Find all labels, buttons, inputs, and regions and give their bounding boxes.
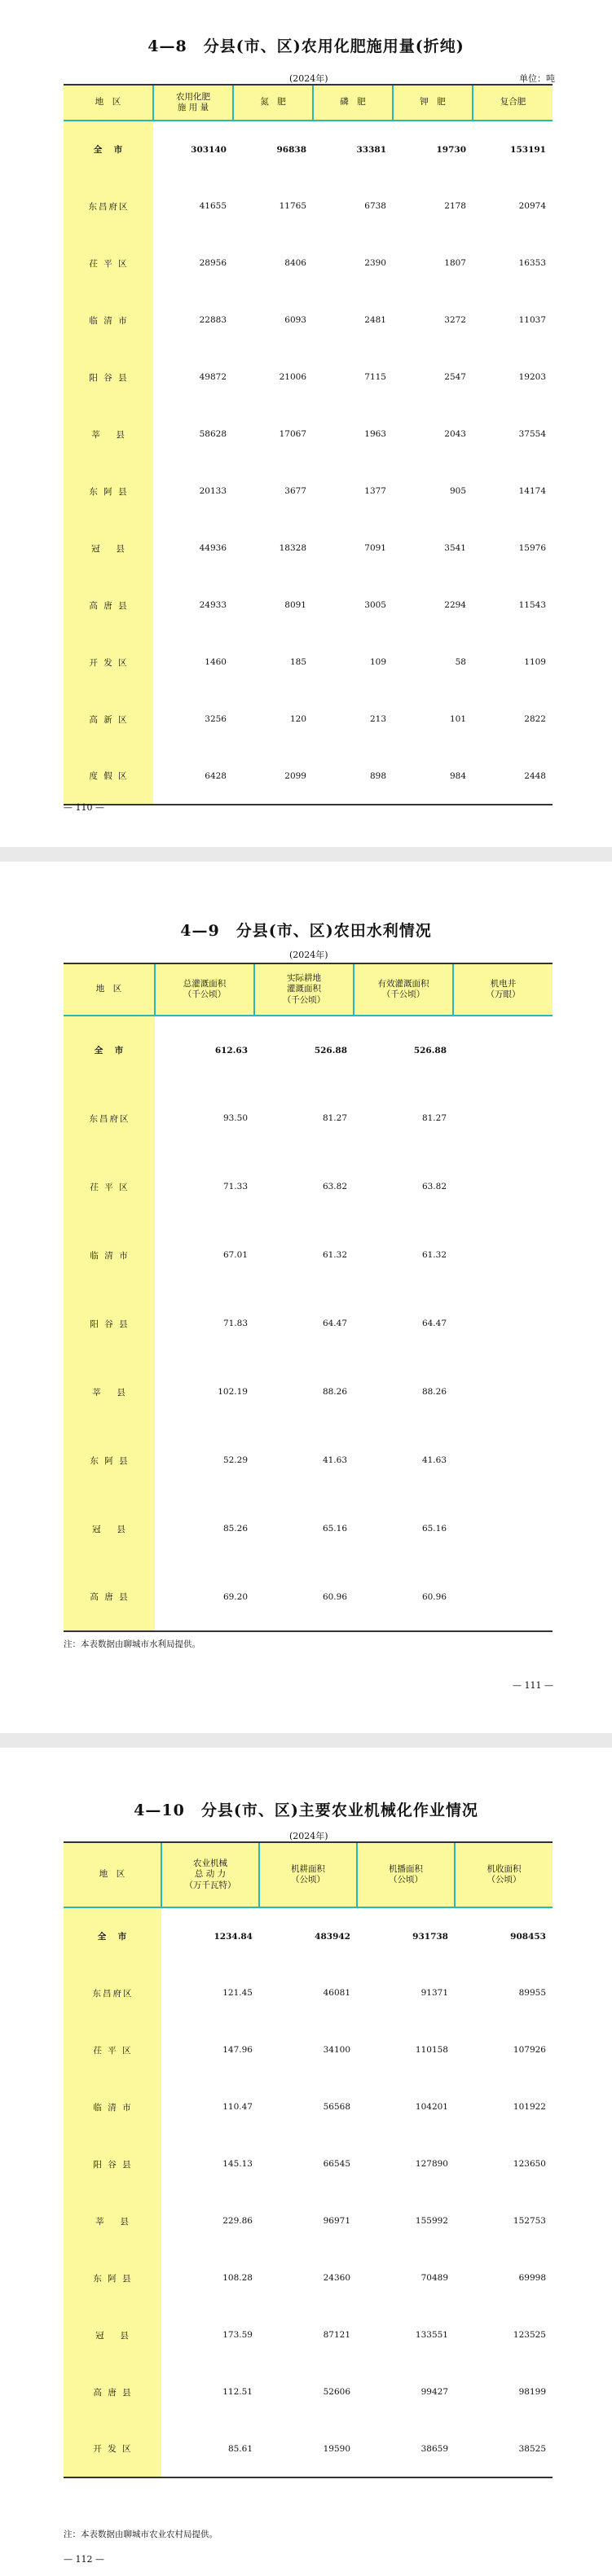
table-body <box>64 1016 553 1631</box>
value-cell: 44936 <box>199 543 227 553</box>
table-row <box>64 748 553 805</box>
table-unit: 单位：吨 <box>519 73 555 84</box>
value-cell: 64.47 <box>421 1319 447 1328</box>
value-cell: 70489 <box>420 2273 448 2283</box>
value-cell: 52.29 <box>222 1455 248 1465</box>
value-cell: 15976 <box>518 543 546 553</box>
value-cell: 526.88 <box>314 1045 347 1055</box>
row-label-cell: 莘 县 <box>64 406 153 463</box>
page-number: — 112 — <box>64 2554 104 2565</box>
row-label-cell: 度 假 区 <box>64 748 153 805</box>
row-label-cell: 临 清 市 <box>64 2078 161 2135</box>
value-cell: 101922 <box>513 2102 546 2112</box>
machinery-table <box>64 1841 553 2478</box>
header-cell: 农业机械 总 动 力 （万千瓦特） <box>161 1842 259 1907</box>
value-cell: 93.50 <box>222 1113 248 1123</box>
value-cell: 21006 <box>279 372 306 382</box>
value-cell <box>453 1494 553 1563</box>
value-cell: 89955 <box>518 1988 546 1998</box>
value-cell: 88.26 <box>421 1387 447 1397</box>
table-body <box>64 121 553 805</box>
row-label-cell: 开 发 区 <box>64 634 153 691</box>
table-note: 注：本表数据由聊城市水利局提供。 <box>64 1639 200 1649</box>
row-label-cell: 东 阿 县 <box>64 463 153 520</box>
value-cell: 8091 <box>284 600 306 610</box>
value-cell: 64.47 <box>322 1319 347 1328</box>
value-cell: 81.27 <box>421 1113 447 1123</box>
value-cell: 1109 <box>524 657 546 667</box>
row-label-cell: 冠 县 <box>64 1494 155 1563</box>
value-cell: 127890 <box>415 2159 448 2169</box>
value-cell: 2547 <box>444 372 466 382</box>
header-cell: 复合肥 <box>473 85 553 121</box>
value-cell: 88.26 <box>322 1387 347 1397</box>
value-cell: 102.19 <box>218 1387 248 1397</box>
value-cell: 3541 <box>444 543 466 553</box>
table-row <box>64 2135 553 2192</box>
table-row <box>64 2363 553 2420</box>
value-cell: 66545 <box>323 2159 350 2169</box>
table-header-row <box>64 963 553 1016</box>
value-cell <box>453 1426 553 1494</box>
row-label-cell: 高 唐 县 <box>64 1563 155 1631</box>
value-cell: 56568 <box>323 2102 350 2112</box>
row-label-cell: 高 新 区 <box>64 691 153 748</box>
value-cell <box>453 1152 553 1221</box>
value-cell: 87121 <box>323 2330 350 2340</box>
table-row <box>64 577 553 634</box>
table-row <box>64 2021 553 2078</box>
value-cell: 107926 <box>513 2045 546 2055</box>
value-cell: 147.96 <box>222 2045 253 2055</box>
table-row <box>64 691 553 748</box>
page-111 <box>0 862 612 1733</box>
value-cell <box>453 1563 553 1631</box>
row-label-cell: 冠 县 <box>64 520 153 577</box>
table-row <box>64 2420 553 2477</box>
value-cell: 14174 <box>518 486 546 496</box>
value-cell: 8406 <box>284 258 306 268</box>
value-cell: 121.45 <box>222 1988 253 1998</box>
table-body <box>64 1907 553 2477</box>
value-cell: 60.96 <box>254 1563 354 1631</box>
row-label-cell: 冠 县 <box>64 2306 161 2363</box>
table-row <box>64 2192 553 2249</box>
value-cell: 20133 <box>199 486 227 496</box>
value-cell: 3272 <box>444 315 466 325</box>
value-cell: 123525 <box>513 2330 546 2340</box>
value-cell: 483942 <box>315 1931 350 1942</box>
header-cell: 钾 肥 <box>393 85 473 121</box>
row-label-cell: 高 唐 县 <box>64 2363 161 2420</box>
value-cell: 1460 <box>205 657 227 667</box>
value-cell: 1377 <box>364 486 386 496</box>
table-row <box>64 1084 553 1152</box>
value-cell: 1963 <box>364 429 386 439</box>
row-label-cell: 茌 平 区 <box>64 1152 155 1221</box>
header-cell: 磷 肥 <box>313 85 393 121</box>
header-cell: 农用化肥 施 用 量 <box>153 85 233 121</box>
value-cell: 155992 <box>415 2216 448 2226</box>
table-row <box>64 1964 553 2021</box>
value-cell: 28956 <box>199 258 227 268</box>
row-label-cell: 茌 平 区 <box>64 235 153 292</box>
value-cell: 71.83 <box>222 1319 248 1328</box>
value-cell <box>453 1289 553 1358</box>
value-cell: 18328 <box>279 543 306 553</box>
value-cell: 69.20 <box>155 1563 254 1631</box>
value-cell: 46081 <box>323 1988 350 1998</box>
value-cell: 96971 <box>323 2216 350 2226</box>
row-label-cell: 高 唐 县 <box>64 577 153 634</box>
header-cell: 实际耕地 灌溉面积 （千公顷） <box>254 963 354 1016</box>
value-cell: 38525 <box>455 2420 553 2477</box>
value-cell: 58 <box>455 657 466 667</box>
row-label-cell: 临 清 市 <box>64 1221 155 1289</box>
value-cell: 91371 <box>420 1988 448 1998</box>
table-header-row <box>64 1842 553 1907</box>
table-row <box>64 235 553 292</box>
value-cell: 99427 <box>420 2387 448 2397</box>
table-row-total <box>64 1016 553 1084</box>
value-cell: 67.01 <box>222 1250 248 1260</box>
value-cell: 41.63 <box>322 1455 347 1465</box>
value-cell: 2448 <box>473 748 553 805</box>
value-cell: 145.13 <box>222 2159 253 2169</box>
value-cell: 2294 <box>444 600 466 610</box>
value-cell: 110158 <box>415 2045 448 2055</box>
value-cell: 34100 <box>323 2045 350 2055</box>
value-cell: 6428 <box>153 748 233 805</box>
row-label-cell: 东 阿 县 <box>64 2249 161 2306</box>
header-cell: 机收面积 （公顷） <box>455 1842 553 1907</box>
value-cell: 61.32 <box>322 1250 347 1260</box>
value-cell: 108.28 <box>222 2273 253 2283</box>
value-cell: 3256 <box>205 714 227 724</box>
header-cell: 机电井 （万眼） <box>453 963 553 1016</box>
value-cell: 63.82 <box>421 1182 447 1191</box>
table-row <box>64 2249 553 2306</box>
value-cell: 58628 <box>199 429 227 439</box>
value-cell: 2043 <box>444 429 466 439</box>
value-cell: 153191 <box>510 144 546 155</box>
value-cell: 612.63 <box>214 1045 248 1055</box>
value-cell: 69998 <box>518 2273 546 2283</box>
value-cell: 1234.84 <box>214 1931 253 1942</box>
value-cell: 19203 <box>518 372 546 382</box>
table-year: (2024年) <box>289 950 328 960</box>
table-row <box>64 2306 553 2363</box>
table-row <box>64 406 553 463</box>
value-cell: 63.82 <box>322 1182 347 1191</box>
value-cell: 19730 <box>436 144 466 155</box>
value-cell: 101 <box>449 714 466 724</box>
value-cell: 49872 <box>199 372 227 382</box>
value-cell: 984 <box>393 748 473 805</box>
page-number: — 110 — <box>64 802 104 813</box>
table-row <box>64 520 553 577</box>
value-cell: 229.86 <box>222 2216 253 2226</box>
value-cell: 96838 <box>276 144 306 155</box>
value-cell: 24360 <box>323 2273 350 2283</box>
row-label-cell: 茌 平 区 <box>64 2021 161 2078</box>
table-title: 4—10 分县(市、区)主要农业机械化作业情况 <box>134 1801 478 1819</box>
row-label-cell: 阳 谷 县 <box>64 1289 155 1358</box>
value-cell: 6738 <box>364 201 386 211</box>
value-cell: 2178 <box>444 201 466 211</box>
header-cell: 氮 肥 <box>233 85 313 121</box>
table-row <box>64 1289 553 1358</box>
header-cell: 地 区 <box>64 1842 161 1907</box>
header-cell: 地 区 <box>64 85 153 121</box>
table-title: 4—9 分县(市、区)农田水利情况 <box>180 922 432 940</box>
table-row <box>64 2078 553 2135</box>
value-cell: 98199 <box>518 2387 546 2397</box>
value-cell <box>453 1084 553 1152</box>
table-row <box>64 634 553 691</box>
table-year: (2024年) <box>289 73 328 84</box>
value-cell: 11037 <box>518 315 546 325</box>
value-cell: 2481 <box>364 315 386 325</box>
value-cell: 71.33 <box>222 1182 248 1191</box>
table-row <box>64 1563 553 1631</box>
value-cell: 123650 <box>513 2159 546 2169</box>
row-label-cell: 东昌府区 <box>64 1084 155 1152</box>
value-cell: 213 <box>369 714 386 724</box>
table-row <box>64 292 553 349</box>
page-112 <box>0 1748 612 2576</box>
table-year: (2024年) <box>289 1831 328 1841</box>
page-number: — 111 — <box>513 1680 553 1691</box>
value-cell: 11765 <box>279 201 306 211</box>
value-cell: 20974 <box>518 201 546 211</box>
row-label-cell: 全 市 <box>64 121 153 178</box>
table-row <box>64 1152 553 1221</box>
value-cell: 60.96 <box>354 1563 453 1631</box>
value-cell: 16353 <box>518 258 546 268</box>
value-cell <box>453 1016 553 1084</box>
header-cell: 总灌溉面积 （千公顷） <box>155 963 254 1016</box>
value-cell: 120 <box>289 714 306 724</box>
table-row <box>64 1221 553 1289</box>
row-label-cell: 开 发 区 <box>64 2420 161 2477</box>
value-cell: 3005 <box>364 600 386 610</box>
value-cell: 133551 <box>415 2330 448 2340</box>
value-cell: 22883 <box>199 315 227 325</box>
value-cell: 65.16 <box>322 1524 347 1534</box>
header-cell: 地 区 <box>64 963 155 1016</box>
value-cell: 85.61 <box>161 2420 259 2477</box>
header-cell: 有效灌溉面积 （千公顷） <box>354 963 453 1016</box>
value-cell: 41655 <box>199 201 227 211</box>
row-label-cell: 莘 县 <box>64 2192 161 2249</box>
value-cell: 109 <box>369 657 386 667</box>
value-cell: 1807 <box>444 258 466 268</box>
value-cell: 303140 <box>191 144 227 155</box>
irrigation-table <box>64 963 553 1632</box>
value-cell: 38659 <box>357 2420 455 2477</box>
value-cell: 52606 <box>323 2387 350 2397</box>
value-cell: 173.59 <box>222 2330 253 2340</box>
page-110 <box>0 0 612 847</box>
value-cell: 61.32 <box>421 1250 447 1260</box>
row-label-cell: 东 阿 县 <box>64 1426 155 1494</box>
value-cell: 526.88 <box>413 1045 447 1055</box>
value-cell: 37554 <box>518 429 546 439</box>
table-title: 4—8 分县(市、区)农用化肥施用量(折纯) <box>147 37 465 55</box>
row-label-cell: 莘 县 <box>64 1358 155 1426</box>
value-cell: 898 <box>313 748 393 805</box>
value-cell: 33381 <box>356 144 386 155</box>
table-header-row <box>64 85 553 121</box>
row-label-cell: 临 清 市 <box>64 292 153 349</box>
value-cell: 2390 <box>364 258 386 268</box>
value-cell: 85.26 <box>222 1524 248 1534</box>
value-cell: 6093 <box>284 315 306 325</box>
table-row <box>64 1426 553 1494</box>
value-cell: 2099 <box>233 748 313 805</box>
value-cell: 11543 <box>518 600 546 610</box>
fertilizer-table <box>64 84 553 805</box>
value-cell <box>453 1221 553 1289</box>
value-cell <box>453 1358 553 1426</box>
value-cell: 185 <box>289 657 306 667</box>
value-cell: 2822 <box>524 714 546 724</box>
value-cell: 7091 <box>364 543 386 553</box>
table-row <box>64 463 553 520</box>
table-row-total <box>64 121 553 178</box>
value-cell: 65.16 <box>421 1524 447 1534</box>
value-cell: 931738 <box>412 1931 448 1942</box>
header-cell: 机播面积 （公顷） <box>357 1842 455 1907</box>
table-row <box>64 1358 553 1426</box>
value-cell: 152753 <box>513 2216 546 2226</box>
row-label-cell: 全 市 <box>64 1016 155 1084</box>
value-cell: 7115 <box>364 372 386 382</box>
table-row <box>64 178 553 235</box>
value-cell: 81.27 <box>322 1113 347 1123</box>
value-cell: 3677 <box>284 486 306 496</box>
table-note: 注：本表数据由聊城市农业农村局提供。 <box>64 2530 218 2539</box>
row-label-cell: 全 市 <box>64 1907 161 1964</box>
value-cell: 19590 <box>259 2420 357 2477</box>
value-cell: 24933 <box>199 600 227 610</box>
value-cell: 905 <box>449 486 466 496</box>
value-cell: 908453 <box>510 1931 546 1942</box>
row-label-cell: 阳 谷 县 <box>64 2135 161 2192</box>
value-cell: 104201 <box>415 2102 448 2112</box>
header-cell: 机耕面积 （公顷） <box>259 1842 357 1907</box>
row-label-cell: 东昌府区 <box>64 178 153 235</box>
table-row-total <box>64 1907 553 1964</box>
value-cell: 17067 <box>279 429 306 439</box>
table-row <box>64 349 553 406</box>
value-cell: 110.47 <box>222 2102 253 2112</box>
row-label-cell: 阳 谷 县 <box>64 349 153 406</box>
value-cell: 112.51 <box>222 2387 253 2397</box>
value-cell: 41.63 <box>421 1455 447 1465</box>
row-label-cell: 东昌府区 <box>64 1964 161 2021</box>
table-row <box>64 1494 553 1563</box>
